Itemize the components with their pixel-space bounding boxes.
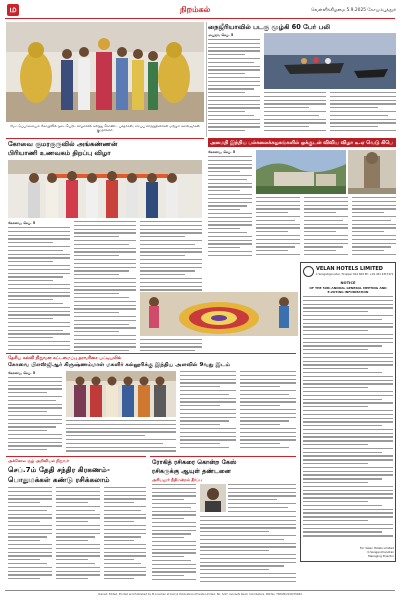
sculpture-photo (348, 150, 396, 194)
kovai-body-col1 (8, 227, 70, 351)
vinayagar-photo-graphic (6, 22, 204, 122)
rangoli-caption (140, 337, 298, 349)
boat-photo (264, 33, 396, 89)
section-rule-3 (6, 456, 146, 457)
theft-body-col3 (200, 516, 296, 584)
eclipse-headline-1: செப்.7ம் தேதி சந்திர கிரகணம்- (8, 465, 110, 474)
top-right-body-col1 (208, 39, 260, 133)
college-body-col2 (180, 371, 236, 453)
rangoli-photo (140, 292, 298, 336)
edu-body-col1 (208, 156, 252, 256)
col-divider (206, 22, 207, 137)
sculpture-photo-graphic (348, 150, 396, 194)
campus-photo (256, 150, 346, 194)
section-rule-4 (150, 456, 296, 457)
edu-body-col3 (304, 197, 348, 257)
theft-headline-2: ரசிகருக்கு ஆயுள் தண்டனை (152, 468, 231, 475)
college-headline: கோவை பிஎஸ்ஜிஆர் கிருஷ்ணம்மாள் மகளிர் கல்லூரிக்கு இந்திய அளவில் 9வது இடம் (8, 362, 230, 368)
theft-body-col1 (152, 484, 196, 584)
notice-title-2: OF THE 59th ANNUAL GENERAL MEETING AND (309, 286, 387, 290)
notice-title-3: E-VOTING INFORMATION (327, 290, 369, 294)
kovai-photo-graphic (8, 160, 202, 218)
notice-company: VELAN HOTELS LIMITED (316, 266, 383, 272)
theft-kicker: அரியலூர் நீதிமன்றம் தீர்ப்பு (152, 477, 203, 482)
edu-body-col4 (352, 197, 396, 257)
kovai-photo (8, 160, 202, 218)
college-body-col3 (240, 371, 296, 453)
section-rule-1 (6, 138, 204, 139)
college-kicker: தேசிய கல்வி நிறுவன கட்டமைப்பு தரவரிசை பட்டியலில் (8, 356, 122, 361)
footer-rule (5, 590, 395, 591)
eclipse-body-col3 (104, 487, 146, 583)
notice-sign-role: Managing Director (368, 554, 394, 558)
theft-headline-1: ரோகித் ரசிகரை கொன்ற கேஸ் (152, 459, 237, 466)
notice-logo (303, 266, 314, 277)
top-right-body-col2 (264, 92, 326, 133)
notice-body (303, 296, 393, 546)
boat-photo-graphic (264, 33, 396, 89)
notice-title-1: NOTICE (340, 281, 356, 285)
date-line: வெள்ளிக்கிழமை 5.9.2025 கோயம்புத்தூர் (311, 8, 396, 13)
edu-dateline: கோவை, செப். 5 (208, 150, 236, 154)
campus-photo-graphic (256, 150, 346, 194)
kovai-headline-1: கோவை குமரகுருவில் அங்கண்ணன் (8, 140, 118, 148)
top-right-dateline: அபுஜா, செப். 5 (208, 33, 234, 37)
kovai-body-col2 (74, 221, 136, 351)
accused-photo-graphic (200, 484, 226, 512)
eclipse-headline-2: பொதுமக்கள் கண்டு ரசிக்கலாம் (8, 475, 110, 484)
paper-name: நிறம்கல் (180, 5, 211, 14)
kovai-headline-2: பிரியாணி உணவகம் திறப்பு விழா (8, 149, 111, 157)
college-body-col1 (8, 377, 62, 453)
eclipse-body-col2 (56, 487, 100, 583)
accused-photo (200, 484, 226, 512)
kovai-dateline: கோவை, செப். 5 (8, 221, 36, 225)
footer-imprint: Owned, Edited, Printed and Published by M.A.Gohan at Kurinji Publications Private Limited, No. 5/47, Avinashi Road, Coimbatore. RNI No. TNTAM/2018/76484 (98, 593, 302, 596)
notice-sign-name: K.Sangenchandran (367, 550, 394, 554)
top-right-headline: நைஜீரியாவில் படகு மூழ்கி 60 பேர் பலி (208, 23, 331, 31)
eclipse-kicker: அக்கோல சூழ் அறிவியல் நிறுவர் (8, 458, 69, 463)
masthead (0, 0, 400, 20)
vinayagar-photo (6, 22, 204, 122)
edu-banner-text: அமைதி இந்திய பல்கலைக்கழகங்களில் ஒக்குடன் விவிய விழா டீ.ஏ வெடு கிபெ (210, 139, 393, 146)
notice-sign-company: For Velan Hotels Limited (359, 546, 394, 550)
rangoli-photo-graphic (140, 292, 298, 336)
college-body-col4 (66, 420, 176, 454)
masthead-rule (5, 18, 395, 19)
eclipse-body-col1 (8, 487, 52, 583)
college-photo (66, 371, 176, 417)
top-right-body-col3 (330, 92, 396, 133)
section-rule-2 (6, 353, 296, 354)
college-photo-graphic (66, 371, 176, 417)
edu-body-col2 (256, 197, 300, 257)
theft-body-col2 (228, 484, 296, 514)
paper-logo: ம (7, 4, 19, 16)
college-dateline: கோவை, செப். 5 (8, 371, 36, 375)
vinayagar-caption: மேட்டுப்பாளையம் கோயிலில் நடைபெற்ற விழாவில் கலந்து கொண்ட பக்தர்கள், சிறப்பு விருந்தினர்கள் மற்றும் கலைஞர்கள் குழுவினர். (10, 124, 200, 133)
notice-address: 1 Sengodigoundar, Tiruppur 641 604 Ph: +91 421 4317471 (316, 273, 394, 276)
